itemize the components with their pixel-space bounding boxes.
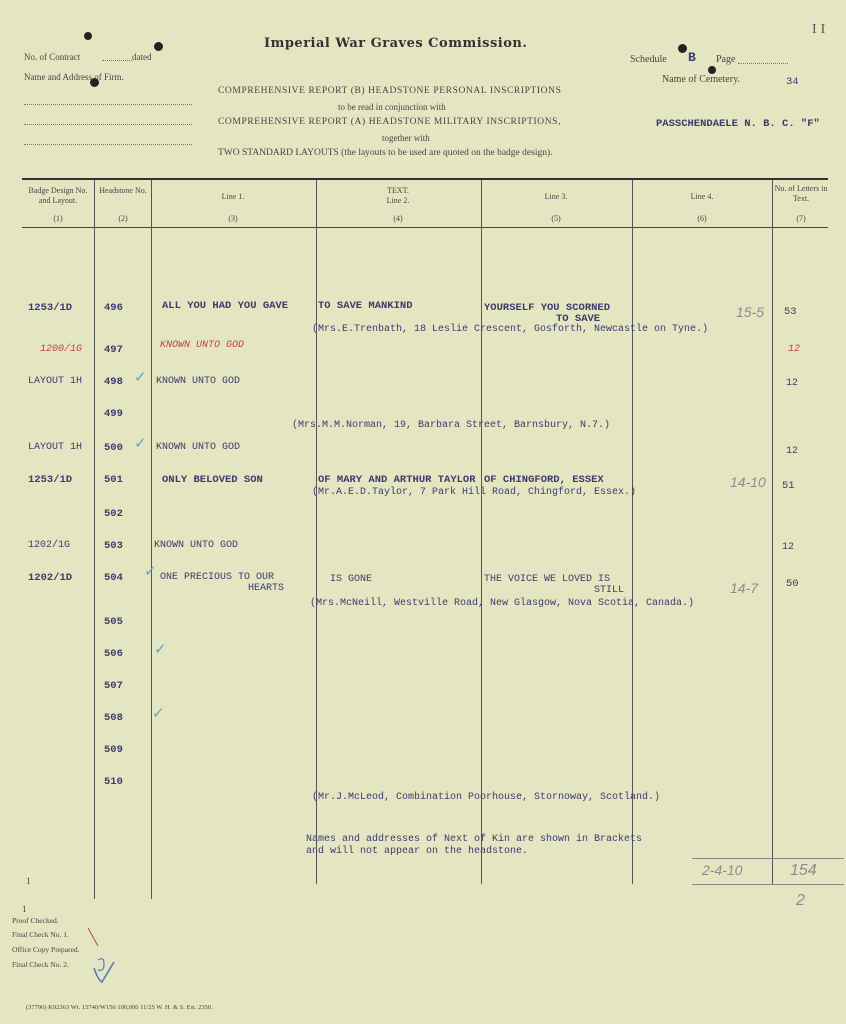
row-498-check-icon: ✓ — [134, 368, 147, 386]
row-496-line3b: TO SAVE — [556, 313, 601, 325]
col-divider-5 — [632, 179, 633, 884]
col-header-line4: Line 4. — [690, 192, 714, 201]
col-header-letters: No. of Letters in Text. — [774, 184, 828, 203]
kin-note-line-2: and will not appear on the headstone. — [306, 846, 529, 857]
col-header-line4-num: (6) — [697, 214, 707, 223]
page-label: Page — [716, 54, 736, 65]
row-501-badge: 1253/1D — [28, 474, 73, 486]
row-496-badge: 1253/1D — [28, 302, 73, 314]
row-498-number: 498 — [104, 376, 123, 388]
row-499-number: 499 — [104, 408, 123, 420]
row-498-badge: LAYOUT 1H — [28, 376, 83, 387]
row-504-number: 504 — [104, 572, 123, 584]
row-509-number: 509 — [104, 744, 123, 756]
print-reference: (37796) K92363 Wt. 15740/W156 100,000 11/25 W. H. & S. Est. 2350. — [26, 1004, 213, 1011]
page-dots — [738, 63, 788, 64]
row-499-kin: (Mrs.M.M.Norman, 19, Barbara Street, Barnsbury, N.7.) — [292, 420, 611, 431]
margin-mark-2: 1 — [22, 904, 27, 914]
row-498-count: 12 — [786, 378, 799, 389]
row-498-line1: KNOWN UNTO GOD — [156, 376, 241, 387]
row-507-number: 507 — [104, 680, 123, 692]
row-496-line2: TO SAVE MANKIND — [318, 300, 413, 312]
row-510-number: 510 — [104, 776, 123, 788]
row-503-count: 12 — [782, 542, 795, 553]
row-501-kin: (Mr.A.E.D.Taylor, 7 Park Hill Road, Chingford, Essex.) — [312, 487, 637, 498]
row-504-line1b: HEARTS — [248, 583, 285, 594]
row-504-badge: 1202/1D — [28, 572, 73, 584]
row-504-line2: IS GONE — [330, 574, 373, 585]
contract-dots — [102, 60, 132, 61]
table-top-rule — [22, 178, 828, 180]
row-496-pencil: 15-5 — [736, 304, 765, 320]
firm-label: Name and Address of Firm. — [24, 72, 124, 82]
row-504-check-icon: ✓ — [144, 562, 157, 580]
col-divider-1 — [94, 179, 95, 899]
row-504-line3b: STILL — [594, 585, 625, 596]
totals-pages: 2 — [796, 892, 805, 909]
report-line-2: to be read in conjunction with — [338, 102, 446, 112]
row-505-number: 505 — [104, 616, 123, 628]
schedule-value: B — [688, 50, 696, 65]
col-header-line3-num: (5) — [551, 214, 561, 223]
row-500-line1: KNOWN UNTO GOD — [156, 442, 241, 453]
report-line-5: TWO STANDARD LAYOUTS (the layouts to be used are quoted on the badge design). — [218, 148, 553, 158]
row-497-badge: 1200/1G — [40, 344, 83, 355]
row-501-pencil: 14-10 — [730, 474, 766, 490]
row-510-kin: (Mr.J.McLeod, Combination Poorhouse, Stornoway, Scotland.) — [312, 792, 661, 803]
totals-rule-bottom — [692, 884, 844, 885]
dated-label: dated — [132, 52, 152, 62]
row-496-line1: ALL YOU HAD YOU GAVE — [162, 300, 289, 312]
proof-checked: Proof Checked. — [12, 916, 59, 925]
col-header-line2-num: (4) — [393, 214, 403, 223]
page-number: 34 — [786, 76, 799, 88]
row-501-number: 501 — [104, 474, 123, 486]
row-496-number: 496 — [104, 302, 123, 314]
firm-dots-3 — [24, 144, 192, 145]
col-header-line2: Line 2. — [386, 196, 410, 205]
col-header-text: TEXT. — [387, 186, 409, 195]
office-copy: Office Copy Prepared. — [12, 945, 80, 954]
row-501-line2: OF MARY AND ARTHUR TAYLOR — [318, 474, 476, 486]
row-502-number: 502 — [104, 508, 123, 520]
kin-note-line-1: Names and addresses of Next of Kin are shown in Brackets — [306, 834, 643, 845]
totals-count: 154 — [790, 862, 817, 879]
row-504-line1a: ONE PRECIOUS TO OUR — [160, 572, 275, 583]
margin-mark-1: 1 — [26, 876, 31, 886]
row-506-number: 506 — [104, 648, 123, 660]
col-header-badge: Badge Design No. and Layout. — [28, 186, 88, 205]
col-divider-6 — [772, 179, 773, 884]
row-503-badge: 1202/1G — [28, 540, 71, 551]
col-header-badge-num: (1) — [53, 214, 63, 223]
report-line-3: COMPREHENSIVE REPORT (A) HEADSTONE MILITARY INSCRIPTIONS, — [218, 117, 562, 127]
report-line-1: COMPREHENSIVE REPORT (B) HEADSTONE PERSONAL INSCRIPTIONS — [218, 86, 562, 96]
punch-hole — [84, 32, 92, 40]
row-504-pencil: 14-7 — [730, 580, 759, 596]
commission-title: Imperial War Graves Commission. — [264, 36, 528, 51]
row-508-check-icon: ✓ — [152, 704, 165, 722]
row-504-count: 50 — [786, 578, 799, 590]
final-check-1: Final Check No. 1. — [12, 930, 69, 939]
row-504-kin: (Mrs.McNeill, Westville Road, New Glasgow, Nova Scotia, Canada.) — [310, 598, 695, 609]
col-divider-4 — [481, 179, 482, 884]
contract-label: No. of Contract — [24, 52, 81, 62]
row-500-badge: LAYOUT 1H — [28, 442, 83, 453]
row-504-line3a: THE VOICE WE LOVED IS — [484, 574, 611, 585]
punch-hole — [708, 66, 716, 74]
totals-rule-top — [692, 858, 844, 859]
row-501-line1: ONLY BELOVED SON — [162, 474, 263, 486]
report-line-4: together with — [382, 133, 430, 143]
row-496-kin: (Mrs.E.Trenbath, 18 Leslie Crescent, Gosforth, Newcastle on Tyne.) — [312, 324, 709, 335]
row-508-number: 508 — [104, 712, 123, 724]
row-500-count: 12 — [786, 446, 799, 457]
col-header-letters-num: (7) — [796, 214, 806, 223]
row-503-line1: KNOWN UNTO GOD — [154, 540, 239, 551]
col-header-line1-num: (3) — [228, 214, 238, 223]
row-496-count: 53 — [784, 306, 797, 318]
col-header-line3: Line 3. — [544, 192, 568, 201]
cemetery-name: PASSCHENDAELE N. B. C. "F" — [656, 118, 820, 130]
col-divider-3 — [316, 179, 317, 884]
col-divider-2 — [151, 179, 152, 899]
row-501-count: 51 — [782, 480, 795, 492]
row-497-number: 497 — [104, 344, 123, 356]
firm-dots-1 — [24, 104, 192, 105]
col-header-line1: Line 1. — [221, 192, 245, 201]
row-506-check-icon: ✓ — [154, 640, 167, 658]
col-header-headstone: Headstone No. — [99, 186, 147, 195]
col-header-headstone-num: (2) — [118, 214, 128, 223]
row-503-number: 503 — [104, 540, 123, 552]
row-500-number: 500 — [104, 442, 123, 454]
punch-hole — [678, 44, 687, 53]
row-501-line3: OF CHINGFORD, ESSEX — [484, 474, 604, 486]
final-check-tick-icon — [84, 924, 124, 988]
totals-pencil: 2-4-10 — [702, 862, 743, 878]
final-check-2: Final Check No. 2. — [12, 960, 69, 969]
row-496-line3a: YOURSELF YOU SCORNED — [484, 302, 611, 314]
row-497-count: 12 — [788, 344, 801, 355]
corner-mark: II — [812, 22, 830, 37]
row-497-line1: KNOWN UNTO GOD — [160, 340, 245, 351]
cemetery-label: Name of Cemetery. — [662, 74, 740, 85]
punch-hole — [154, 42, 163, 51]
firm-dots-2 — [24, 124, 192, 125]
table-header-rule — [22, 227, 828, 228]
schedule-label: Schedule — [630, 54, 667, 65]
row-500-check-icon: ✓ — [134, 434, 147, 452]
